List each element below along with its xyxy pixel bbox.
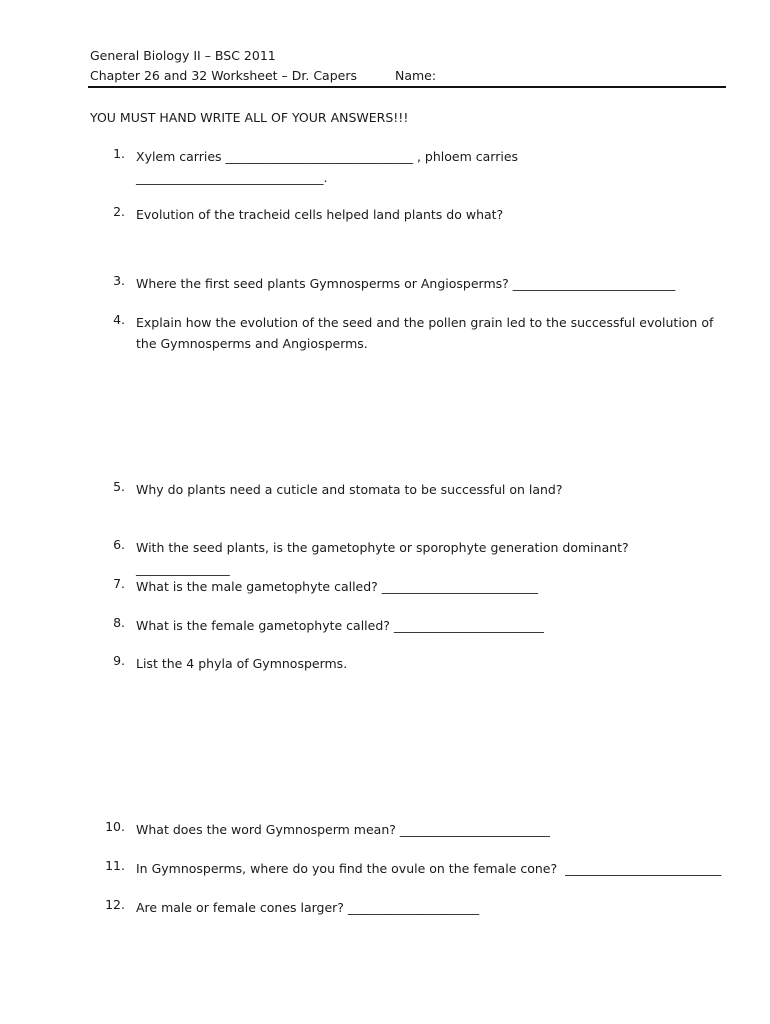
question-number: 6. (113, 537, 125, 552)
question-number: 1. (113, 146, 125, 161)
question-text: Explain how the evolution of the seed and the pollen grain led to the successful evolution of the Gymnosperms and Angiosperms. (136, 315, 718, 351)
question-text: Evolution of the tracheid cells helped land plants do what? (136, 207, 504, 222)
question-number: 11. (105, 858, 125, 873)
question-text: List the 4 phyla of Gymnosperms. (136, 656, 348, 671)
question-number: 7. (113, 576, 125, 591)
name-label: Name: (395, 68, 437, 83)
question-text: Why do plants need a cuticle and stomata to be successful on land? (136, 482, 563, 497)
question-text: In Gymnosperms, where do you find the ovule on the female cone? _________________________ (136, 861, 722, 876)
question-number: 2. (113, 204, 125, 219)
instruction-text: YOU MUST HAND WRITE ALL OF YOUR ANSWERS!!! (90, 110, 409, 125)
question-number: 8. (113, 615, 125, 630)
question-text: Where the first seed plants Gymnosperms or Angiosperms? __________________________ (136, 276, 676, 291)
worksheet-title: Chapter 26 and 32 Worksheet – Dr. Capers (90, 68, 357, 83)
question-number: 12. (105, 897, 125, 912)
question-text: What is the female gametophyte called? ________________________ (136, 618, 544, 633)
question-text: With the seed plants, is the gametophyte or sporophyte generation dominant? _______________ (136, 540, 633, 576)
question-number: 9. (113, 653, 125, 668)
header-rule (88, 86, 726, 88)
question-number: 4. (113, 312, 125, 327)
question-text: What does the word Gymnosperm mean? ________________________ (136, 822, 550, 837)
course-title: General Biology II – BSC 2011 (90, 48, 276, 63)
question-number: 3. (113, 273, 125, 288)
question-text: What is the male gametophyte called? _________________________ (136, 579, 539, 594)
question-number: 5. (113, 479, 125, 494)
question-number: 10. (105, 819, 125, 834)
question-text: Are male or female cones larger? _____________________ (136, 900, 480, 915)
question-text: Xylem carries ______________________________ , phloem carries ______________________________. (136, 149, 519, 185)
